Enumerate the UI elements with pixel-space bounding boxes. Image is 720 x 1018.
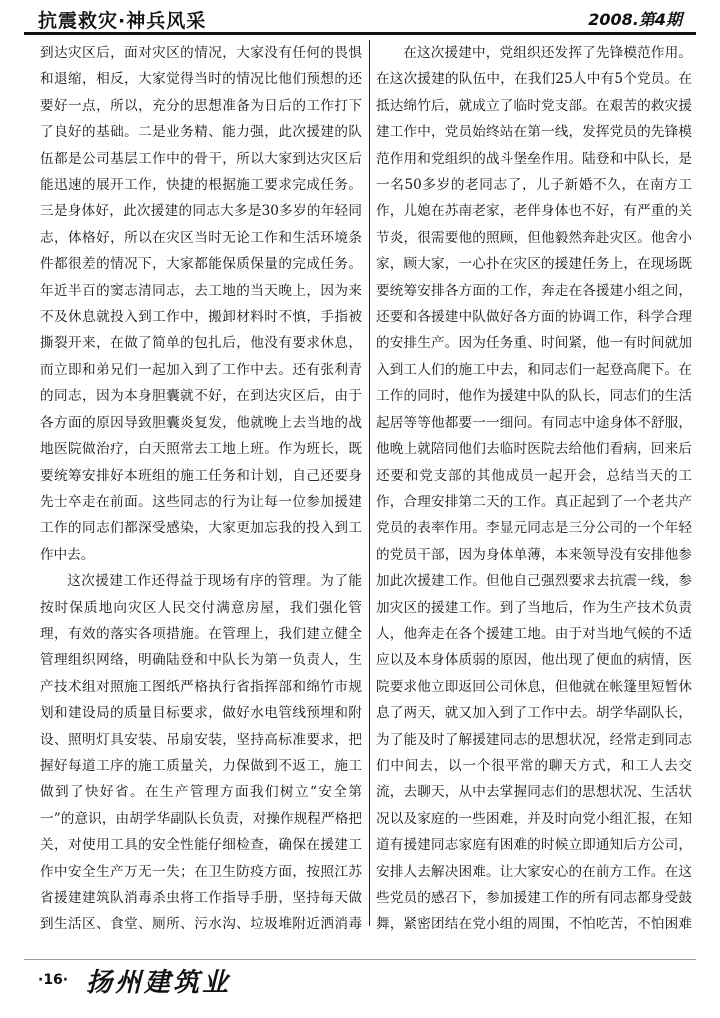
page-footer [24,959,696,998]
page-number: ·16· [38,972,69,988]
right-column [376,40,692,932]
magazine-name: 扬州建筑业 [86,968,232,998]
page-header [24,0,696,35]
left-column [40,40,362,932]
section-title: 抗震救灾·神兵风采 [38,10,207,32]
issue-number: 2008.第4期 [588,10,682,29]
article-paragraph: 这次援建工作还得益于现场有序的管理。为了能按时保质地向灾区人民交付满意房屋，我们强化管理，有效的落实各项措施。在管理上，我们建立健全管理组织网络，明确陆登和中队长为第一负责人，生产技术组对照施工图纸严格执行省指挥部和绵竹市规划和建设局的质量目标要求，做好水电管线预埋和附设、照明灯具安装、吊扇安装，坚持高标准要求，把握好每道工序的施工质量关，力保做到不返工，施工做到了快好省。在生产管理方面我们树立“安全第一”的意识，由胡学华副队长负责，对操作规程严格把关，对使用工具的安全性能仔细检查，确保在援建工作中安全生产万无一失；在卫生防疫方面，按照江苏省援建建筑队消毒杀虫将工作指导手册，坚持每天做到生活区、食堂、厕所、污水沟、垃圾堆附近洒消毒 [40,573,362,932]
article-paragraph: 到达灾区后，面对灾区的情况，大家没有任何的畏惧和退缩，相反，大家觉得当时的情况比他们预想的还要好一点，所以，充分的思想准备为日后的工作打下了良好的基础。二是业务精、能力强，此次援建的队伍都是公司基层工作中的骨干，所以大家到达灾区后能迅速的展开工作，快捷的根据施工要求完成任务。三是身体好，此次援建的同志大多是30多岁的年轻同志，体格好，所以在灾区当时无论工作和生活环境条件都很差的情况下，大家都能保质保量的完成任务。年近半百的窦志清同志，去工地的当天晚上，因为来不及休息就投入到工作中，搬卸材料时不慎，手指被撕裂开来，在做了简单的包扎后，他没有要求休息，而立即和弟兄们一起加入到了工作中去。还有张利青的同志，因为本身胆囊就不好，在到达灾区后，由于各方面的原因导致胆囊炎复发，他就晚上去当地的战地医院做治疗，白天照常去工地上班。作为班长，既要统筹安排好本班组的施工任务和计划，自己还要身先士卒走在前面。这些同志的行为让每一位参加援建工作的同志们都深受感染，大家更加忘我的投入到工作中去。 [40,45,362,563]
column-divider [369,40,370,926]
article-paragraph: 在这次援建中，党组织还发挥了先锋模范作用。在这次援建的队伍中，在我们25人中有5个党员。在抵达绵竹后，就成立了临时党支部。在艰苦的救灾援建工作中，党员始终站在第一线，发挥党员的先锋模范作用和党组织的战斗堡垒作用。陆登和中队长，是一名50多岁的老同志了，儿子新婚不久，在南方工作，儿媳在苏南老家，老伴身体也不好，有严重的关节炎，很需要他的照顾，但他毅然奔赴灾区。他舍小家，顾大家，一心扑在灾区的援建任务上，在现场既要统筹安排各方面的工作，奔走在各援建小组之间，还要和各援建中队做好各方面的协调工作，科学合理的安排生产。因为任务重、时间紧，他一有时间就加入到工人们的施工中去，和同志们一起登高爬下。在工作的同时，他作为援建中队的队长，同志们的生活起居等等他都要一一细问。有同志中途身体不舒服，他晚上就陪同他们去临时医院去给他们看病，回来后还要和党支部的其他成员一起开会，总结当天的工作，合理安排第二天的工作。真正起到了一个老共产党员的表率作用。李显元同志是三分公司的一个年轻的党员干部，因为身体单薄，本来领导没有安排他参加此次援建工作。但他自己强烈要求去抗震一线，参加灾区的援建工作。到了当地后，作为生产技术负责人，他奔走在各个援建工地。由于对当地气候的不适应以及本身体质弱的原因，他出现了便血的病情，医院要求他立即返回公司休息，但他就在帐篷里短暂休息了两天，就又加入到了工作中去。胡学华副队长，为了能及时了解援建同志的思想状况，经常走到同志们中间去，以一个很平常的聊天方式，和工人去交流，去聊天，从中去掌握同志们的思想状况、生活状况以及家庭的一些困难，并及时向党小组汇报，在知道有援建同志家庭有困难的时候立即通知后方公司，安排人去解决困难。让大家安心的在前方工作。在这些党员的感召下，参加援建工作的所有同志都身受鼓舞，紧密团结在党小组的周围，不怕吃苦，不怕困难 [376,45,692,932]
